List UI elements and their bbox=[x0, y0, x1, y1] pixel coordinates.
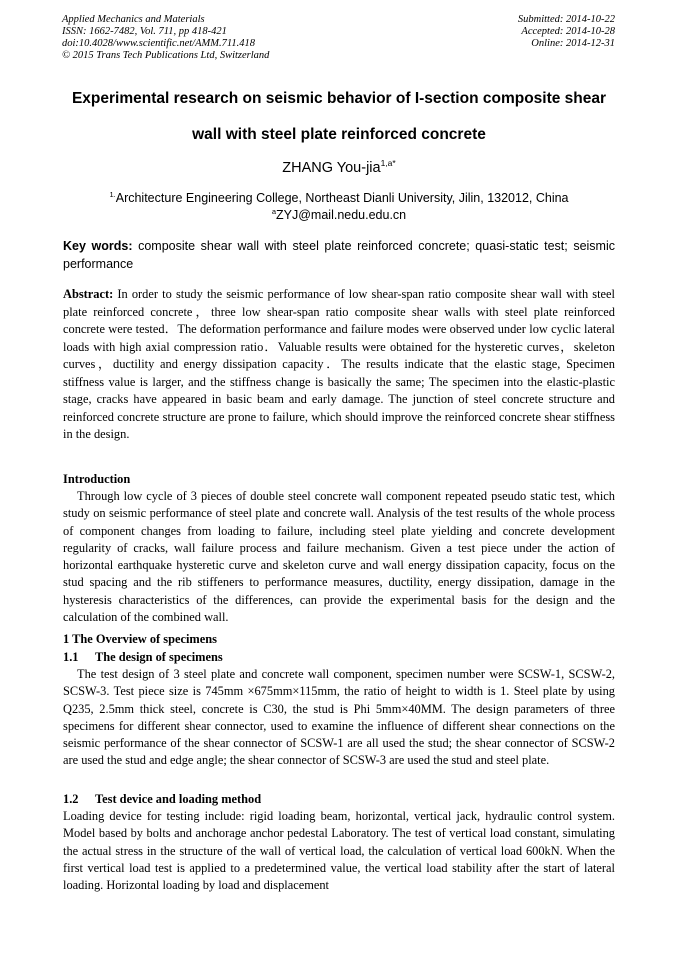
paper-title-line-1: Experimental research on seismic behavior of I-section composite shear bbox=[71, 90, 607, 107]
section-1-1-heading bbox=[63, 649, 615, 666]
journal-header-left bbox=[62, 14, 269, 62]
online-date: Online: 2014-12-31 bbox=[531, 38, 615, 49]
paper-title-line-2: wall with steel plate reinforced concrete bbox=[192, 126, 486, 143]
abstract bbox=[63, 286, 615, 444]
section-1-2-number: 1.2 bbox=[63, 792, 79, 806]
section-1-1-title: The design of specimens bbox=[95, 650, 223, 664]
journal-issn: ISSN: 1662-7482, Vol. 711, pp 418-421 bbox=[62, 26, 227, 37]
author-email[interactable]: ZYJ@mail.nedu.edu.cn bbox=[276, 208, 407, 222]
introduction-heading: Introduction bbox=[63, 472, 131, 486]
section-1-heading: 1 The Overview of specimens bbox=[63, 632, 217, 646]
journal-name: Applied Mechanics and Materials bbox=[62, 14, 205, 25]
author-superscript: 1,a* bbox=[380, 158, 396, 168]
affiliation bbox=[0, 190, 678, 205]
journal-header-right bbox=[518, 14, 615, 50]
section-1-2-heading bbox=[63, 791, 615, 808]
email-superscript: a bbox=[271, 207, 277, 216]
section-1-2-title: Test device and loading method bbox=[95, 792, 262, 806]
author-name: ZHANG You-jia bbox=[282, 160, 381, 176]
abstract-text: In order to study the seismic performance of low shear-span ratio composite shear wall with steel plate reinforced concrete，three low shear-span ratio composite shear walls with steel plate reinforced concrete were tested．The deformation performance and failure modes were observed under low cyclic lateral loads with high axial compression ratio．Valuable results were obtained for the hysteretic curves，skeleton curves，ductility and energy dissipation capacity．The results indicate that the elastic stage, Specimen stiffness value is larger, and the stiffness change is basically the same; The specimen into the elastic-plastic stage, cracks have appeared in basic beam and early damage. The junction of steel concrete structure and reinforced concrete structure are prone to failure, which should improve the reinforced concrete shear stiffness in the design. bbox=[63, 287, 615, 441]
journal-doi: doi:10.4028/www.scientific.net/AMM.711.418 bbox=[62, 38, 255, 49]
section-1-1-number: 1.1 bbox=[63, 650, 79, 664]
affiliation-superscript: 1. bbox=[109, 190, 116, 199]
author bbox=[0, 158, 678, 176]
section-1-2-text: Loading device for testing include: rigid loading beam, horizontal, vertical jack, hydraulic control system. Model based by bolts and anchorage anchor pedestal Laboratory. The test of vertical load constant, simulating the actual stress in the structure of the wall of vertical load, the calculation of vertical load 600kN. When the first vertical load test is applied to a predetermined value, the vertical load stability after the start of lateral loading. Horizontal loading by load and displacement bbox=[63, 809, 615, 893]
author-email-line bbox=[0, 207, 678, 222]
keywords-label: Key words: bbox=[63, 239, 133, 253]
section-1-1-text: The test design of 3 steel plate and concrete wall component, specimen number were SCSW-1, SCSW-2, SCSW-3. Test piece size is 745mm ×675mm×115mm, the ratio of height to width is 1. Steel plate by using Q235, 2.5mm thick steel, concrete is C30, the stud is Phi 5mm×40MM. The design parameters of three specimens for different shear connector, used to examine the influence of different shear connections on the seismic performance of the shear connector of SCSW-1 are all used the stud; the shear connector of SCSW-2 are used the stud and edge angle; the shear connector of SCSW-3 are used the stud and steel plate. bbox=[63, 667, 615, 768]
keywords-text: composite shear wall with steel plate reinforced concrete; quasi-static test; seismic performance bbox=[63, 239, 615, 271]
affiliation-text: Architecture Engineering College, Northeast Dianli University, Jilin, 132012, China bbox=[115, 191, 569, 205]
journal-copyright: © 2015 Trans Tech Publications Ltd, Switzerland bbox=[62, 50, 270, 61]
introduction-text: Through low cycle of 3 pieces of double steel concrete wall component repeated pseudo static test, which study on seismic performance of steel plate and concrete wall. Analysis of the test results of the whole process of component changes from loading to failure, including steel plate yielding and concrete development regularity of cracks, wall failure process and failure mechanism. Given a test piece under the action of horizontal earthquake hysteretic curve and skeleton curve and wall energy dissipation capacity, focus on the stud spacing and the rib stiffeners to performance measures, ductility, energy dissipation, damage in the hysteresis characteristics of the differences, can provide the experimental basis for the design and the calculation of the combined wall. bbox=[63, 489, 615, 625]
abstract-label: Abstract: bbox=[63, 287, 114, 301]
submitted-date: Submitted: 2014-10-22 bbox=[517, 14, 615, 25]
accepted-date: Accepted: 2014-10-28 bbox=[521, 26, 615, 37]
keywords bbox=[63, 237, 615, 273]
